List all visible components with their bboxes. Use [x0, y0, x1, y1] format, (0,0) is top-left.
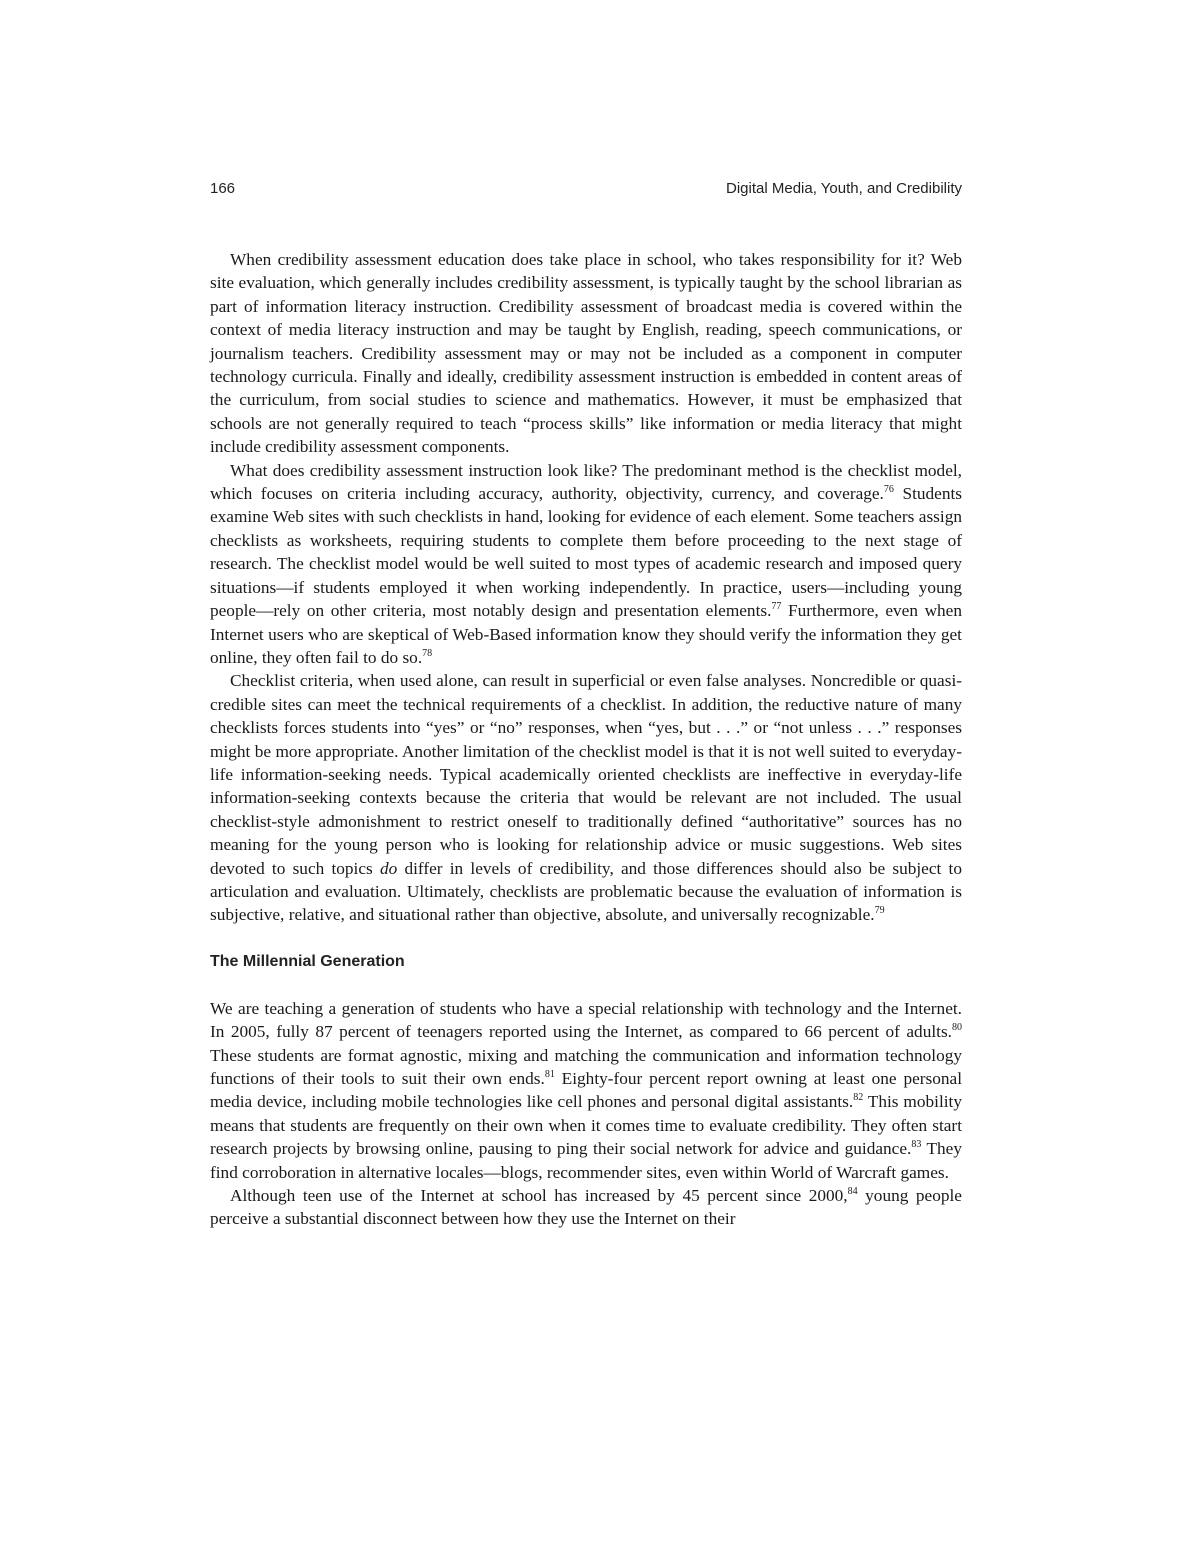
paragraph-text: This mobility means that students are frequently on their own when it comes time to evaluate credibility. They often start research projects by browsing online, pausing to ping their social network for advice and guidance. [210, 1092, 962, 1159]
footnote-ref-84[interactable]: 84 [847, 1186, 858, 1198]
section-heading: The Millennial Generation [210, 952, 405, 970]
footnote-ref-79[interactable]: 79 [874, 905, 885, 917]
paragraph-text: differ in levels of credibility, and those differences should also be subject to articulation and evaluation. Ultimately, checklists are problematic because the evaluation of information is subjective, relative, and situational rather than objective, absolute, and universally recognizable. [210, 858, 962, 925]
paragraph-text: They find corroboration in alternative locales—blogs, recommender sites, even within World of Warcraft games. [210, 1139, 962, 1182]
paragraph-5 [210, 1184, 962, 1231]
paragraph-text: Furthermore, even when Internet users who are skeptical of Web-Based information know they should verify the information they get online, they often fail to do so. [210, 601, 962, 667]
page-header [210, 180, 962, 204]
emphasis-text: do [379, 858, 398, 878]
footnote-ref-80[interactable]: 80 [952, 1022, 962, 1034]
paragraph-text: Eighty-four percent report owning at least one personal media device, including mobile technologies like cell phones and personal digital assistants. [210, 1069, 963, 1112]
paragraph-text: Students examine Web sites with such checklists in hand, looking for evidence of each element. Some teachers assign checklists as worksheets, requiring students to complete them before proceeding to the next stage of research. The checklist model would be well suited to most types of academic research and imposed query situations—if students employed it when working independently. In practice, users—including young people—rely on other criteria, most notably design and presentation elements. [210, 484, 963, 621]
paragraph-text: Although teen use of the Internet at school has increased by 45 percent since 2000, [230, 1186, 848, 1206]
body-text [210, 248, 962, 1231]
paragraph-text: These students are format agnostic, mixing and matching the communication and information technology functions of their tools to suit their own ends. [210, 1045, 962, 1088]
paragraph-3 [210, 669, 962, 926]
footnote-ref-76[interactable]: 76 [883, 484, 894, 496]
running-head: Digital Media, Youth, and Credibility [726, 180, 962, 197]
paragraph-4 [210, 997, 962, 1184]
paragraph-2 [210, 459, 962, 670]
footnote-ref-81[interactable]: 81 [544, 1069, 555, 1081]
footnote-ref-82[interactable]: 82 [853, 1092, 864, 1104]
paragraph-1 [210, 248, 962, 459]
paragraph-text: What does credibility assessment instruction look like? The predominant method is the checklist model, which focuses on criteria including accuracy, authority, objectivity, currency, and coverage. [210, 460, 962, 504]
paragraph-text: young people perceive a substantial disconnect between how they use the Internet on their [210, 1186, 962, 1229]
paragraph-text: When credibility assessment education does take place in school, who takes responsibility for it? Web site evaluation, which generally includes credibility assessment, is typically taught by the school librarian as part of information literacy instruction. Credibility assessment of broadcast media is covered within the context of media literacy instruction and may be taught by English, reading, speech communications, or journalism teachers. Credibility assessment may or may not be included as a component in computer technology curricula. Finally and ideally, credibility assessment instruction is embedded in content areas of the curriculum, from social studies to science and mathematics. However, it must be emphasized that schools are not generally required to teach “process skills” like information or media literacy that might include credibility assessment components. [210, 250, 962, 457]
footnote-ref-77[interactable]: 77 [771, 601, 782, 613]
paragraph-text: Checklist criteria, when used alone, can result in superficial or even false analyses. Noncredible or quasi-credible sites can meet the technical requirements of a checklist. In addition, the reductive nature of many checklists forces students into “yes” or “no” responses, when “yes, but . . .” or “not unless . . .” responses might be more appropriate. Another limitation of the checklist model is that it is not well suited to everyday-life information-seeking needs. Typical academically oriented checklists are ineffective in everyday-life information-seeking contexts because the criteria that would be relevant are not included. The usual checklist-style admonishment to restrict oneself to traditionally defined “authoritative” sources has no meaning for the young person who is looking for relationship advice or music suggestions. Web sites devoted to such topics [210, 671, 962, 878]
footnote-ref-78[interactable]: 78 [422, 648, 433, 660]
footnote-ref-83[interactable]: 83 [911, 1139, 922, 1151]
page-number: 166 [210, 180, 236, 197]
paragraph-text: We are teaching a generation of students who have a special relationship with technology and the Internet. In 2005, fully 87 percent of teenagers reported using the Internet, as compared to 66 percent of adults. [210, 998, 962, 1042]
